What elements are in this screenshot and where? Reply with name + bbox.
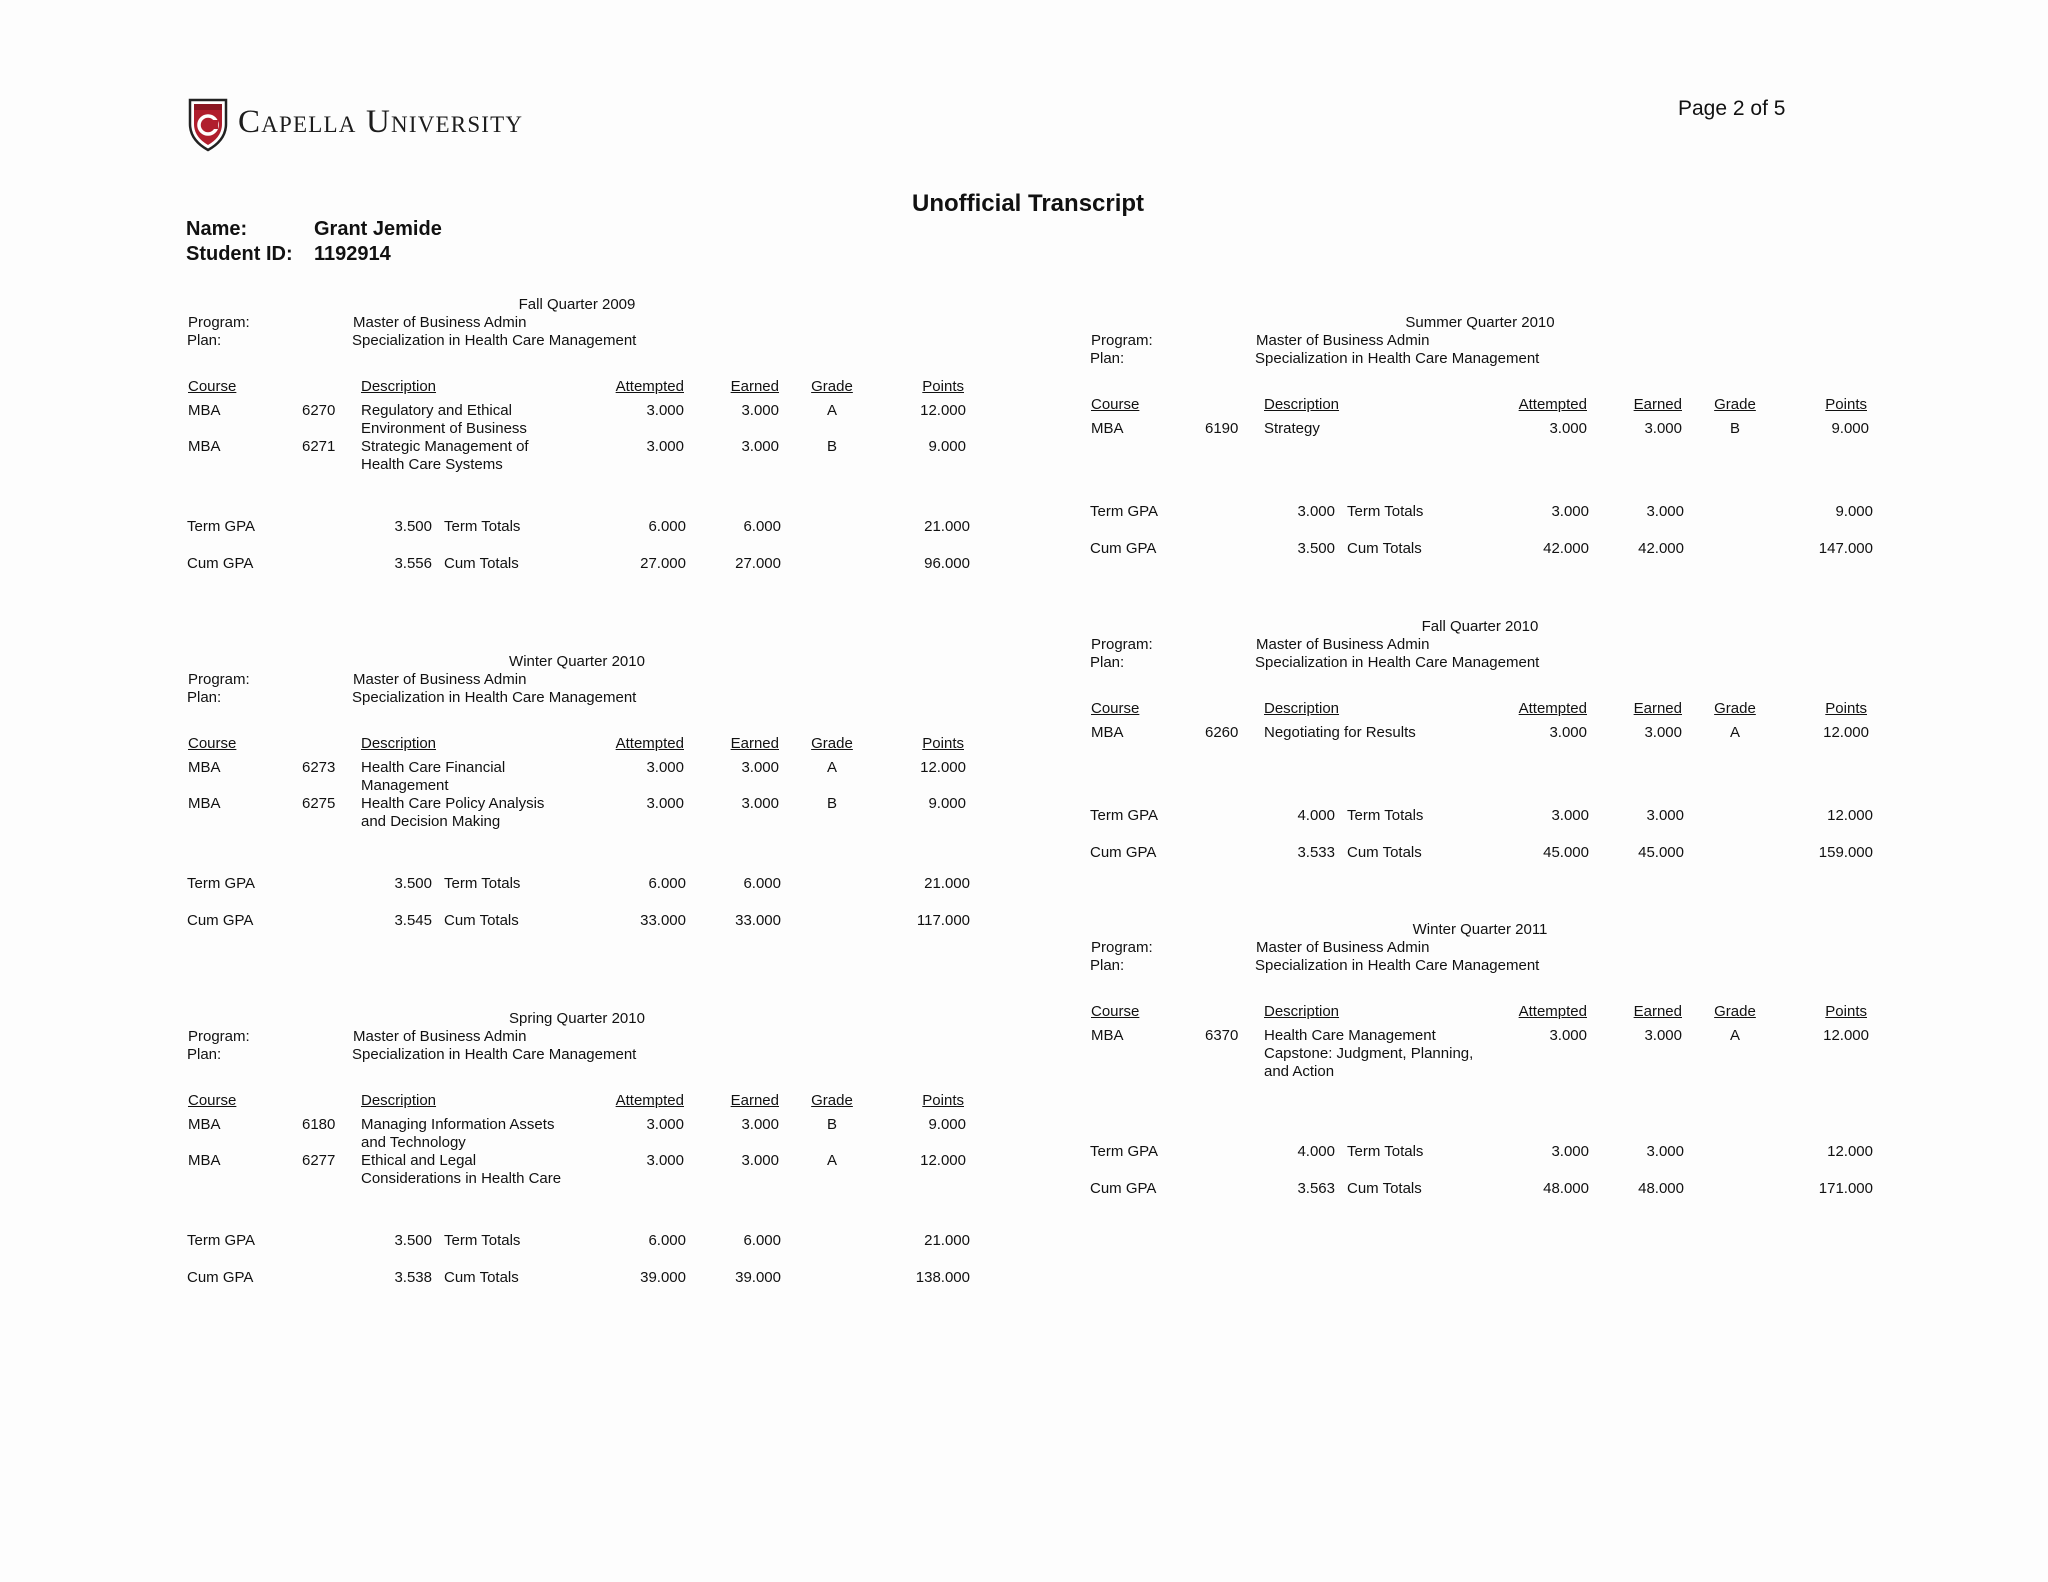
course-description: Health Care Systems [361, 456, 503, 473]
cum-points-total: 159.000 [1818, 844, 1873, 861]
cum-points-total: 147.000 [1818, 540, 1873, 557]
term-gpa-label: Term GPA [1090, 1143, 1159, 1160]
course-description: Negotiating for Results [1264, 724, 1416, 741]
page-number: Page 2 of 5 [1678, 97, 1786, 120]
term-points-total: 12.000 [1827, 807, 1873, 824]
student-name: Grant Jemide [314, 218, 442, 240]
course-description: Health Care Policy Analysis [361, 795, 545, 812]
cum-earned-total: 45.000 [1638, 844, 1684, 861]
earned-header: Earned [730, 1092, 779, 1109]
course-attempted: 3.000 [1549, 724, 1587, 741]
course-points: 12.000 [920, 402, 966, 419]
plan-label: Plan: [1090, 957, 1125, 974]
course-attempted: 3.000 [1549, 1027, 1587, 1044]
cum-earned-total: 42.000 [1638, 540, 1684, 557]
plan-label: Plan: [1090, 654, 1125, 671]
earned-header: Earned [730, 378, 779, 395]
cum-gpa-value: 3.533 [1297, 844, 1335, 861]
plan-label: Plan: [187, 689, 222, 706]
term-attempted-total: 6.000 [648, 518, 686, 535]
course-header: Course [1091, 700, 1140, 717]
course-header: Course [188, 1092, 237, 1109]
plan-value: Specialization in Health Care Management [352, 689, 637, 706]
course-number: 6277 [302, 1152, 336, 1169]
term-earned-total: 3.000 [1646, 503, 1684, 520]
cum-gpa-value: 3.563 [1297, 1180, 1335, 1197]
points-header: Points [1825, 1003, 1867, 1020]
program-value: Master of Business Admin [353, 1028, 527, 1045]
course-earned: 3.000 [1644, 420, 1682, 437]
term-points-total: 12.000 [1827, 1143, 1873, 1160]
course-subject: MBA [1091, 724, 1124, 741]
term-gpa-value: 4.000 [1297, 807, 1335, 824]
plan-value: Specialization in Health Care Management [1255, 654, 1540, 671]
cum-points-total: 138.000 [915, 1269, 970, 1286]
term-attempted-total: 3.000 [1551, 807, 1589, 824]
term-title: Spring Quarter 2010 [509, 1010, 645, 1027]
cum-earned-total: 39.000 [735, 1269, 781, 1286]
cum-totals-label: Cum Totals [444, 555, 519, 572]
program-label: Program: [1091, 939, 1153, 956]
student-id-row [186, 242, 442, 267]
course-points: 9.000 [928, 1116, 966, 1133]
term-gpa-value: 3.500 [394, 1232, 432, 1249]
course-description: Health Care Financial [361, 759, 506, 776]
cum-earned-total: 33.000 [735, 912, 781, 929]
cum-gpa-label: Cum GPA [187, 912, 254, 929]
program-value: Master of Business Admin [1256, 636, 1430, 653]
course-attempted: 3.000 [646, 402, 684, 419]
course-points: 12.000 [920, 1152, 966, 1169]
name-label: Name: [186, 218, 248, 240]
course-earned: 3.000 [741, 795, 779, 812]
attempted-header: Attempted [615, 1092, 684, 1109]
grade-header: Grade [811, 378, 853, 395]
course-description: Health Care Management [1264, 1027, 1436, 1044]
course-subject: MBA [188, 795, 221, 812]
course-description: Regulatory and Ethical [361, 402, 512, 419]
cum-earned-total: 27.000 [735, 555, 781, 572]
term-totals-label: Term Totals [1347, 503, 1424, 520]
course-attempted: 3.000 [646, 438, 684, 455]
course-subject: MBA [188, 759, 221, 776]
earned-header: Earned [1633, 700, 1682, 717]
cum-attempted-total: 42.000 [1543, 540, 1589, 557]
course-description: Managing Information Assets [361, 1116, 555, 1133]
term-gpa-label: Term GPA [187, 875, 256, 892]
cum-gpa-label: Cum GPA [187, 1269, 254, 1286]
term-totals-label: Term Totals [1347, 1143, 1424, 1160]
student-name-row [186, 217, 442, 242]
course-grade: B [826, 438, 837, 455]
course-earned: 3.000 [741, 1152, 779, 1169]
plan-value: Specialization in Health Care Management [1255, 957, 1540, 974]
term-title: Summer Quarter 2010 [1405, 314, 1555, 331]
description-header: Description [1264, 396, 1340, 413]
course-points: 12.000 [1823, 724, 1869, 741]
course-number: 6271 [302, 438, 336, 455]
student-id: 1192914 [314, 243, 391, 265]
attempted-header: Attempted [1518, 1003, 1587, 1020]
term-totals-label: Term Totals [1347, 807, 1424, 824]
course-number: 6270 [302, 402, 336, 419]
course-header: Course [1091, 396, 1140, 413]
term-points-total: 21.000 [924, 1232, 970, 1249]
program-label: Program: [188, 1028, 250, 1045]
plan-value: Specialization in Health Care Management [352, 1046, 637, 1063]
course-description: Strategic Management of [361, 438, 529, 455]
course-number: 6190 [1205, 420, 1239, 437]
cum-gpa-label: Cum GPA [1090, 844, 1157, 861]
capella-logo [186, 96, 526, 156]
term-title: Fall Quarter 2010 [1421, 618, 1539, 635]
earned-header: Earned [730, 735, 779, 752]
course-subject: MBA [1091, 420, 1124, 437]
shield-icon [186, 96, 230, 152]
course-description: and Action [1264, 1063, 1335, 1080]
grade-header: Grade [1714, 700, 1756, 717]
course-attempted: 3.000 [646, 1116, 684, 1133]
course-points: 9.000 [1831, 420, 1869, 437]
term-earned-total: 3.000 [1646, 807, 1684, 824]
cum-totals-label: Cum Totals [1347, 540, 1422, 557]
cum-earned-total: 48.000 [1638, 1180, 1684, 1197]
program-value: Master of Business Admin [1256, 939, 1430, 956]
student-id-label: Student ID: [186, 243, 293, 265]
plan-label: Plan: [187, 332, 222, 349]
university-name: Capella University [238, 104, 524, 140]
cum-gpa-value: 3.545 [394, 912, 432, 929]
course-earned: 3.000 [1644, 724, 1682, 741]
course-subject: MBA [1091, 1027, 1124, 1044]
description-header: Description [361, 378, 437, 395]
course-description: Management [361, 777, 449, 794]
course-grade: B [1729, 420, 1740, 437]
term-gpa-label: Term GPA [1090, 807, 1159, 824]
term-attempted-total: 3.000 [1551, 503, 1589, 520]
course-attempted: 3.000 [646, 759, 684, 776]
cum-points-total: 171.000 [1818, 1180, 1873, 1197]
course-grade: A [826, 759, 837, 776]
course-grade: B [826, 1116, 837, 1133]
course-attempted: 3.000 [1549, 420, 1587, 437]
term-points-total: 21.000 [924, 875, 970, 892]
course-points: 9.000 [928, 438, 966, 455]
course-points: 9.000 [928, 795, 966, 812]
course-number: 6260 [1205, 724, 1239, 741]
attempted-header: Attempted [615, 735, 684, 752]
term-title: Winter Quarter 2010 [509, 653, 645, 670]
course-earned: 3.000 [741, 402, 779, 419]
course-points: 12.000 [920, 759, 966, 776]
description-header: Description [1264, 700, 1340, 717]
course-attempted: 3.000 [646, 1152, 684, 1169]
student-info [186, 217, 442, 267]
grade-header: Grade [811, 735, 853, 752]
cum-gpa-value: 3.500 [1297, 540, 1335, 557]
cum-totals-label: Cum Totals [444, 1269, 519, 1286]
document-title: Unofficial Transcript [912, 190, 1145, 217]
term-gpa-value: 4.000 [1297, 1143, 1335, 1160]
course-points: 12.000 [1823, 1027, 1869, 1044]
plan-label: Plan: [1090, 350, 1125, 367]
course-grade: B [826, 795, 837, 812]
program-value: Master of Business Admin [353, 314, 527, 331]
course-number: 6273 [302, 759, 336, 776]
program-label: Program: [1091, 636, 1153, 653]
attempted-header: Attempted [1518, 396, 1587, 413]
grade-header: Grade [811, 1092, 853, 1109]
earned-header: Earned [1633, 1003, 1682, 1020]
course-earned: 3.000 [741, 759, 779, 776]
description-header: Description [1264, 1003, 1340, 1020]
term-earned-total: 6.000 [743, 875, 781, 892]
course-subject: MBA [188, 1152, 221, 1169]
term-gpa-label: Term GPA [1090, 503, 1159, 520]
term-gpa-value: 3.500 [394, 518, 432, 535]
program-value: Master of Business Admin [353, 671, 527, 688]
course-grade: A [1729, 724, 1740, 741]
cum-gpa-label: Cum GPA [1090, 540, 1157, 557]
term-attempted-total: 6.000 [648, 875, 686, 892]
course-subject: MBA [188, 1116, 221, 1133]
plan-label: Plan: [187, 1046, 222, 1063]
course-grade: A [826, 1152, 837, 1169]
term-attempted-total: 3.000 [1551, 1143, 1589, 1160]
plan-value: Specialization in Health Care Management [1255, 350, 1540, 367]
course-subject: MBA [188, 438, 221, 455]
course-description: Strategy [1264, 420, 1320, 437]
term-earned-total: 6.000 [743, 518, 781, 535]
cum-attempted-total: 27.000 [640, 555, 686, 572]
grade-header: Grade [1714, 396, 1756, 413]
program-label: Program: [1091, 332, 1153, 349]
term-gpa-label: Term GPA [187, 518, 256, 535]
points-header: Points [922, 1092, 964, 1109]
term-title: Winter Quarter 2011 [1412, 921, 1548, 938]
course-number: 6180 [302, 1116, 336, 1133]
course-grade: A [1729, 1027, 1740, 1044]
cum-attempted-total: 45.000 [1543, 844, 1589, 861]
attempted-header: Attempted [1518, 700, 1587, 717]
course-description: and Technology [361, 1134, 466, 1151]
program-value: Master of Business Admin [1256, 332, 1430, 349]
course-earned: 3.000 [741, 438, 779, 455]
course-earned: 3.000 [741, 1116, 779, 1133]
course-grade: A [826, 402, 837, 419]
course-description: Environment of Business [361, 420, 527, 437]
course-number: 6275 [302, 795, 336, 812]
term-totals-label: Term Totals [444, 875, 521, 892]
course-description: Ethical and Legal [361, 1152, 477, 1169]
course-description: and Decision Making [361, 813, 501, 830]
attempted-header: Attempted [615, 378, 684, 395]
cum-totals-label: Cum Totals [1347, 844, 1422, 861]
term-earned-total: 6.000 [743, 1232, 781, 1249]
term-gpa-value: 3.500 [394, 875, 432, 892]
points-header: Points [922, 378, 964, 395]
course-attempted: 3.000 [646, 795, 684, 812]
cum-gpa-label: Cum GPA [1090, 1180, 1157, 1197]
course-subject: MBA [188, 402, 221, 419]
course-description: Considerations in Health Care [361, 1170, 562, 1187]
term-totals-label: Term Totals [444, 518, 521, 535]
term-title: Fall Quarter 2009 [518, 296, 636, 313]
cum-totals-label: Cum Totals [444, 912, 519, 929]
cum-gpa-value: 3.538 [394, 1269, 432, 1286]
points-header: Points [1825, 700, 1867, 717]
term-totals-label: Term Totals [444, 1232, 521, 1249]
description-header: Description [361, 735, 437, 752]
term-gpa-label: Term GPA [187, 1232, 256, 1249]
course-header: Course [1091, 1003, 1140, 1020]
program-label: Program: [188, 671, 250, 688]
cum-gpa-label: Cum GPA [187, 555, 254, 572]
points-header: Points [922, 735, 964, 752]
course-earned: 3.000 [1644, 1027, 1682, 1044]
term-points-total: 9.000 [1835, 503, 1873, 520]
course-header: Course [188, 735, 237, 752]
term-gpa-value: 3.000 [1297, 503, 1335, 520]
cum-attempted-total: 33.000 [640, 912, 686, 929]
cum-points-total: 96.000 [924, 555, 970, 572]
program-label: Program: [188, 314, 250, 331]
cum-points-total: 117.000 [916, 912, 970, 929]
points-header: Points [1825, 396, 1867, 413]
course-number: 6370 [1205, 1027, 1239, 1044]
term-earned-total: 3.000 [1646, 1143, 1684, 1160]
cum-attempted-total: 48.000 [1543, 1180, 1589, 1197]
course-header: Course [188, 378, 237, 395]
earned-header: Earned [1633, 396, 1682, 413]
description-header: Description [361, 1092, 437, 1109]
cum-gpa-value: 3.556 [394, 555, 432, 572]
cum-attempted-total: 39.000 [640, 1269, 686, 1286]
term-points-total: 21.000 [924, 518, 970, 535]
term-attempted-total: 6.000 [648, 1232, 686, 1249]
grade-header: Grade [1714, 1003, 1756, 1020]
course-description: Capstone: Judgment, Planning, [1264, 1045, 1474, 1062]
cum-totals-label: Cum Totals [1347, 1180, 1422, 1197]
plan-value: Specialization in Health Care Management [352, 332, 637, 349]
